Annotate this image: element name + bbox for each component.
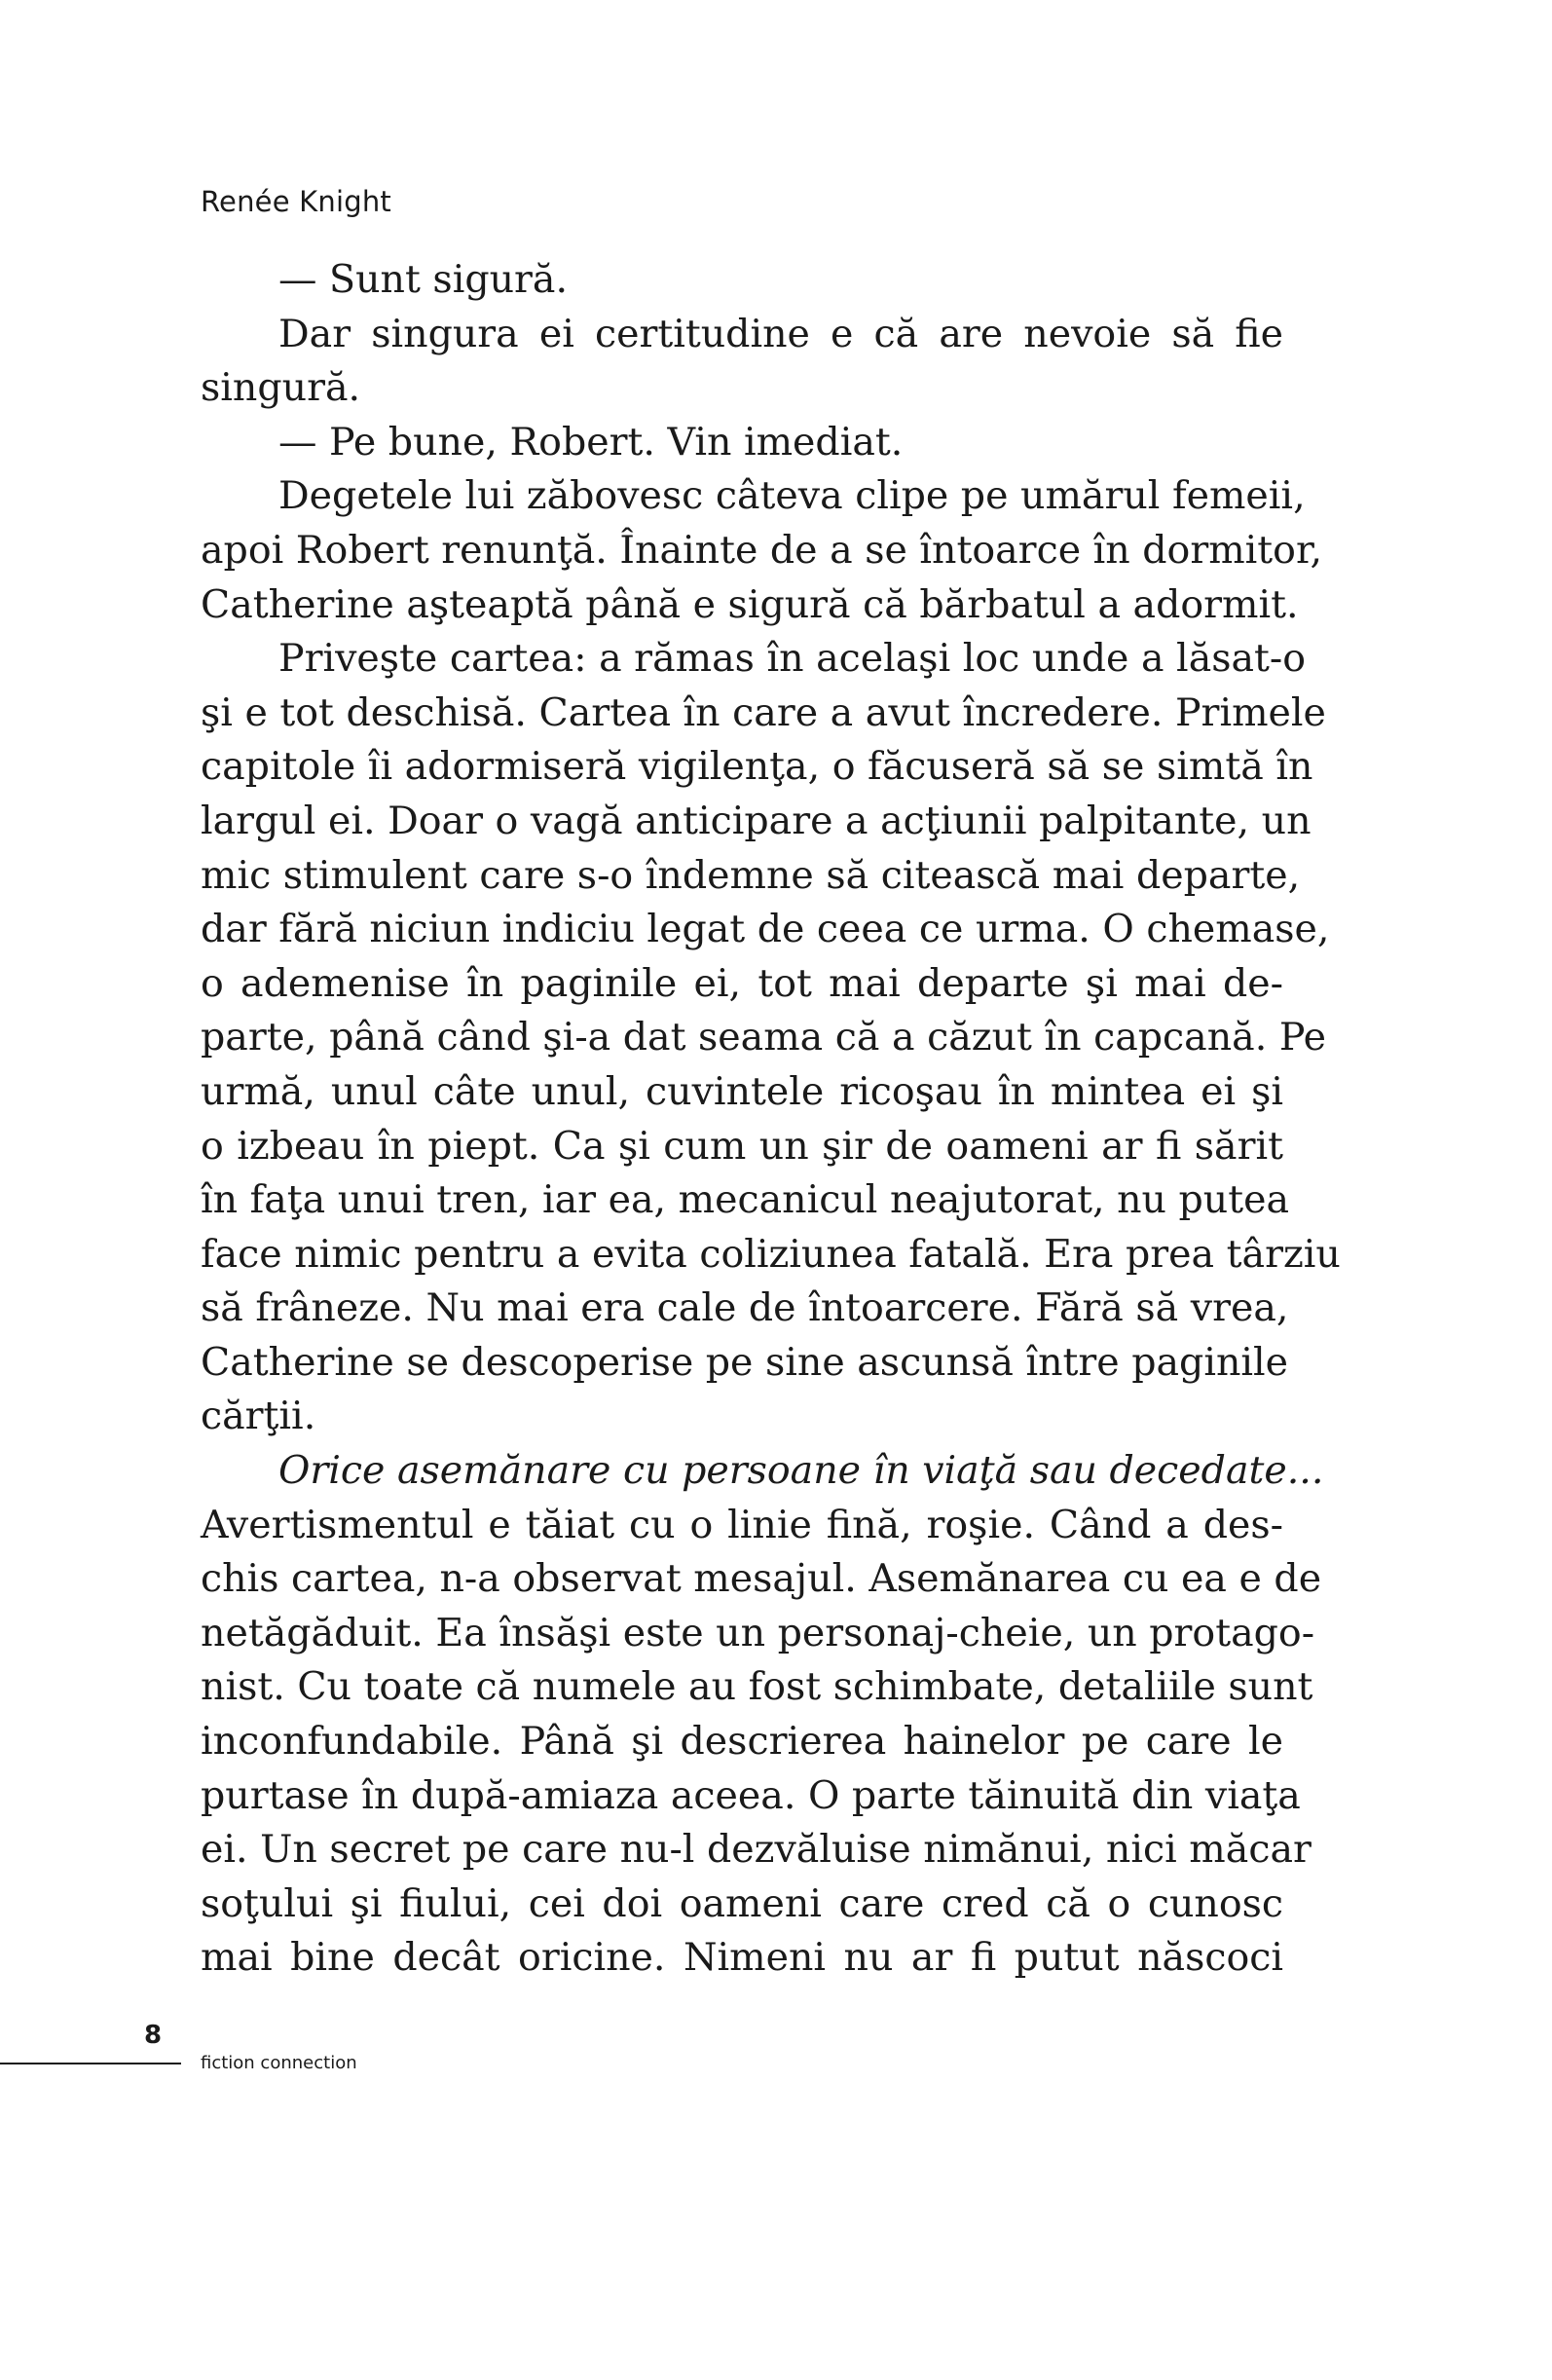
text-line: — Pe bune, Robert. Vin imediat. xyxy=(278,419,904,465)
text-line: Degetele lui zăbovesc câteva clipe pe umărul femeii, xyxy=(278,473,1306,519)
text-line: nist. Cu toate că numele au fost schimbate, detaliile sunt xyxy=(201,1664,1313,1710)
text-line: singură. xyxy=(201,365,361,411)
text-line: Dar singura ei certitudine e că are nevoie să fie xyxy=(278,311,1283,356)
text-line: apoi Robert renunţă. Înainte de a se întoarce în dormitor, xyxy=(201,527,1323,573)
text-line: Catherine aşteaptă până e sigură că bărbatul a adormit. xyxy=(201,581,1299,627)
text-line: chis cartea, n-a observat mesajul. Asemănarea cu ea e de xyxy=(201,1556,1322,1602)
text-line: face nimic pentru a evita coliziunea fatală. Era prea târziu xyxy=(201,1231,1341,1277)
text-line: urmă, unul câte unul, cuvintele ricoşau în mintea ei şi xyxy=(201,1068,1283,1114)
text-line: netăgăduit. Ea însăşi este un personaj-cheie, un protago- xyxy=(201,1610,1315,1655)
text-line: mai bine decât oricine. Nimeni nu ar fi putut născoci xyxy=(201,1935,1283,1981)
text-line: Orice asemănare cu persoane în viaţă sau decedate... xyxy=(278,1448,1324,1494)
text-line: cărţii. xyxy=(201,1394,316,1439)
body-text xyxy=(201,253,1341,1986)
text-line: să frâneze. Nu mai era cale de întoarcere. Fără să vrea, xyxy=(201,1285,1289,1331)
footer-rule xyxy=(0,2063,181,2064)
text-line: Priveşte cartea: a rămas în acelaşi loc unde a lăsat-o xyxy=(278,636,1307,682)
footer-series-label: fiction connection xyxy=(201,2053,357,2073)
text-line: ei. Un secret pe care nu-l dezvăluise nimănui, nici măcar xyxy=(201,1827,1312,1873)
text-line: Avertismentul e tăiat cu o linie fină, roşie. Când a des- xyxy=(201,1502,1283,1547)
text-line: o izbeau în piept. Ca şi cum un şir de oameni ar fi sărit xyxy=(201,1123,1283,1169)
text-line: şi e tot deschisă. Cartea în care a avut încredere. Primele xyxy=(201,689,1326,735)
text-line: parte, până când şi-a dat seama că a căzut în capcană. Pe xyxy=(201,1015,1327,1060)
text-line: — Sunt sigură. xyxy=(278,257,569,302)
text-line: dar fără niciun indiciu legat de ceea ce urma. O chemase, xyxy=(201,907,1330,952)
text-line: capitole îi adormiseră vigilenţa, o făcuseră să se simtă în xyxy=(201,744,1313,790)
text-line: o ademenise în paginile ei, tot mai departe şi mai de- xyxy=(201,960,1283,1006)
running-head: Renée Knight xyxy=(201,185,391,218)
text-line: purtase în după-amiaza aceea. O parte tăinuită din viaţa xyxy=(201,1772,1301,1818)
page-number: 8 xyxy=(144,2021,163,2050)
text-line: mic stimulent care s-o îndemne să citească mai departe, xyxy=(201,852,1301,898)
text-line: în faţa unui tren, iar ea, mecanicul neajutorat, nu putea xyxy=(201,1177,1290,1223)
text-line: largul ei. Doar o vagă anticipare a acţiunii palpitante, un xyxy=(201,798,1312,843)
text-line: Catherine se descoperise pe sine ascunsă între paginile xyxy=(201,1339,1289,1385)
text-line: soţului şi fiului, cei doi oameni care cred că o cunosc xyxy=(201,1880,1283,1926)
text-line: inconfundabile. Până şi descrierea hainelor pe care le xyxy=(201,1719,1283,1765)
